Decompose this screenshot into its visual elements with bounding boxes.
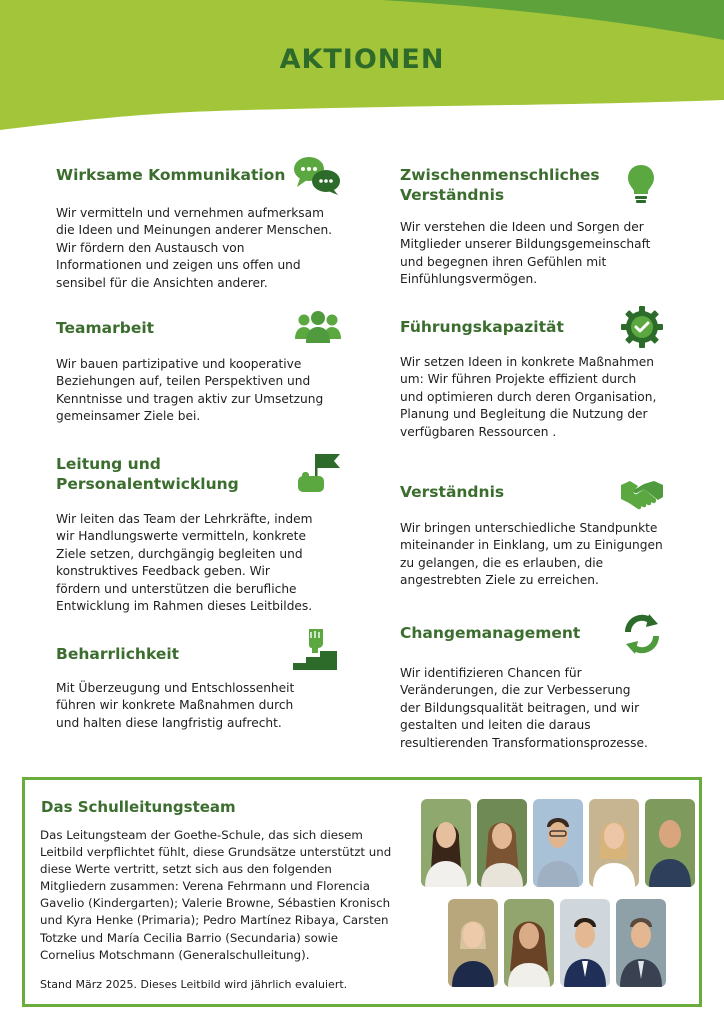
section-text: Wir bauen partizipative und kooperative Beziehungen auf, teilen Perspektiven und Kenntnisse und tragen aktiv zur Umsetzung gemeinsamer Ziele bei. <box>56 357 324 424</box>
refresh-arrows-icon <box>622 613 662 655</box>
portrait-photo-8 <box>560 899 610 987</box>
section-text: Wir vermitteln und vernehmen aufmerksam die Ideen und Meinungen anderer Menschen. Wir fördern den Austausch von Informationen und zeigen uns offen und sensibel für die Ansichten anderer. <box>56 206 333 290</box>
page-title: AKTIONEN <box>279 44 445 75</box>
section-text: Wir leiten das Team der Lehrkräfte, indem wir Handlungswerte vermitteln, konkrete Ziele setzen, durchgängig begleiten und konstruktives Feedback geben. Wir fördern und unterstützen die berufliche Entwicklung im Rahmen dieses Leitbildes. <box>56 512 313 614</box>
portrait-photo-7 <box>504 899 554 987</box>
section-title: Zwischenmenschliches Verständnis <box>400 166 600 204</box>
section-title: Führungskapazität <box>400 318 564 336</box>
team-text: Das Leitungsteam der Goethe-Schule, das sich diesem Leitbild verpflichtet fühlt, diese Grundsätze unterstützt und diese Werte vertritt, setzt sich aus den folgenden Mitgliedern zusammen: Verena Fehrmann und Florencia Gavelio (Kindergarten); Valerie Browne, Sébastien Kronisch und Kyra Henke (Primaria); Pedro Martínez Ribaya, Carsten Totzke und María Cecilia Barrio (Secundaria) sowie Cornelius Motschmann (Generalschulleitung). <box>40 828 392 962</box>
team-box <box>22 777 702 1007</box>
lightbulb-icon <box>626 163 656 207</box>
section-title: Leitung und Personalentwicklung <box>56 455 239 493</box>
section-title: Verständnis <box>400 483 505 501</box>
portrait-photo-6 <box>448 899 498 987</box>
portrait-photo-9 <box>616 899 666 987</box>
portrait-photo-3 <box>533 799 583 887</box>
section-text: Wir identifizieren Chancen für Veränderungen, die zur Verbesserung der Bildungsqualität beitragen, und wir gestalten und leiten die daraus resultierenden Transformationsprozesse. <box>400 666 648 750</box>
portrait-photo-2 <box>477 799 527 887</box>
portrait-photo-1 <box>421 799 471 887</box>
team-title: Das Schulleitungsteam <box>41 798 236 816</box>
portrait-photo-4 <box>589 799 639 887</box>
gear-check-icon <box>620 305 664 349</box>
section-text: Mit Überzeugung und Entschlossenheit führen wir konkrete Maßnahmen durch und halten diese langfristig aufrecht. <box>56 681 295 730</box>
portrait-photo-5 <box>645 799 695 887</box>
section-title: Beharrlichkeit <box>56 645 180 663</box>
fist-steps-icon <box>292 627 338 671</box>
section-text: Wir bringen unterschiedliche Standpunkte miteinander in Einklang, um zu Einigungen zu gelangen, die es erlauben, die angestrebten Ziele zu erreichen. <box>400 521 663 588</box>
section-text: Wir setzen Ideen in konkrete Maßnahmen um: Wir führen Projekte effizient durch und optimieren durch deren Organisation, Planung und Begleitung die Nutzung der verfügbaren Ressourcen . <box>400 355 657 439</box>
section-title: Changemanagement <box>400 624 581 642</box>
section-title: Teamarbeit <box>56 319 155 337</box>
team-footer: Stand März 2025. Dieses Leitbild wird jährlich evaluiert. <box>40 978 348 991</box>
handshake-icon <box>620 477 664 511</box>
chat-bubbles-icon <box>292 154 342 196</box>
header-banner <box>0 0 724 140</box>
team-people-icon <box>294 309 342 345</box>
section-text: Wir verstehen die Ideen und Sorgen der Mitglieder unserer Bildungsgemeinschaft und begegnen ihren Gefühlen mit Einfühlungsvermögen. <box>400 220 651 287</box>
hand-flag-icon <box>296 450 342 496</box>
section-title: Wirksame Kommunikation <box>56 166 286 184</box>
